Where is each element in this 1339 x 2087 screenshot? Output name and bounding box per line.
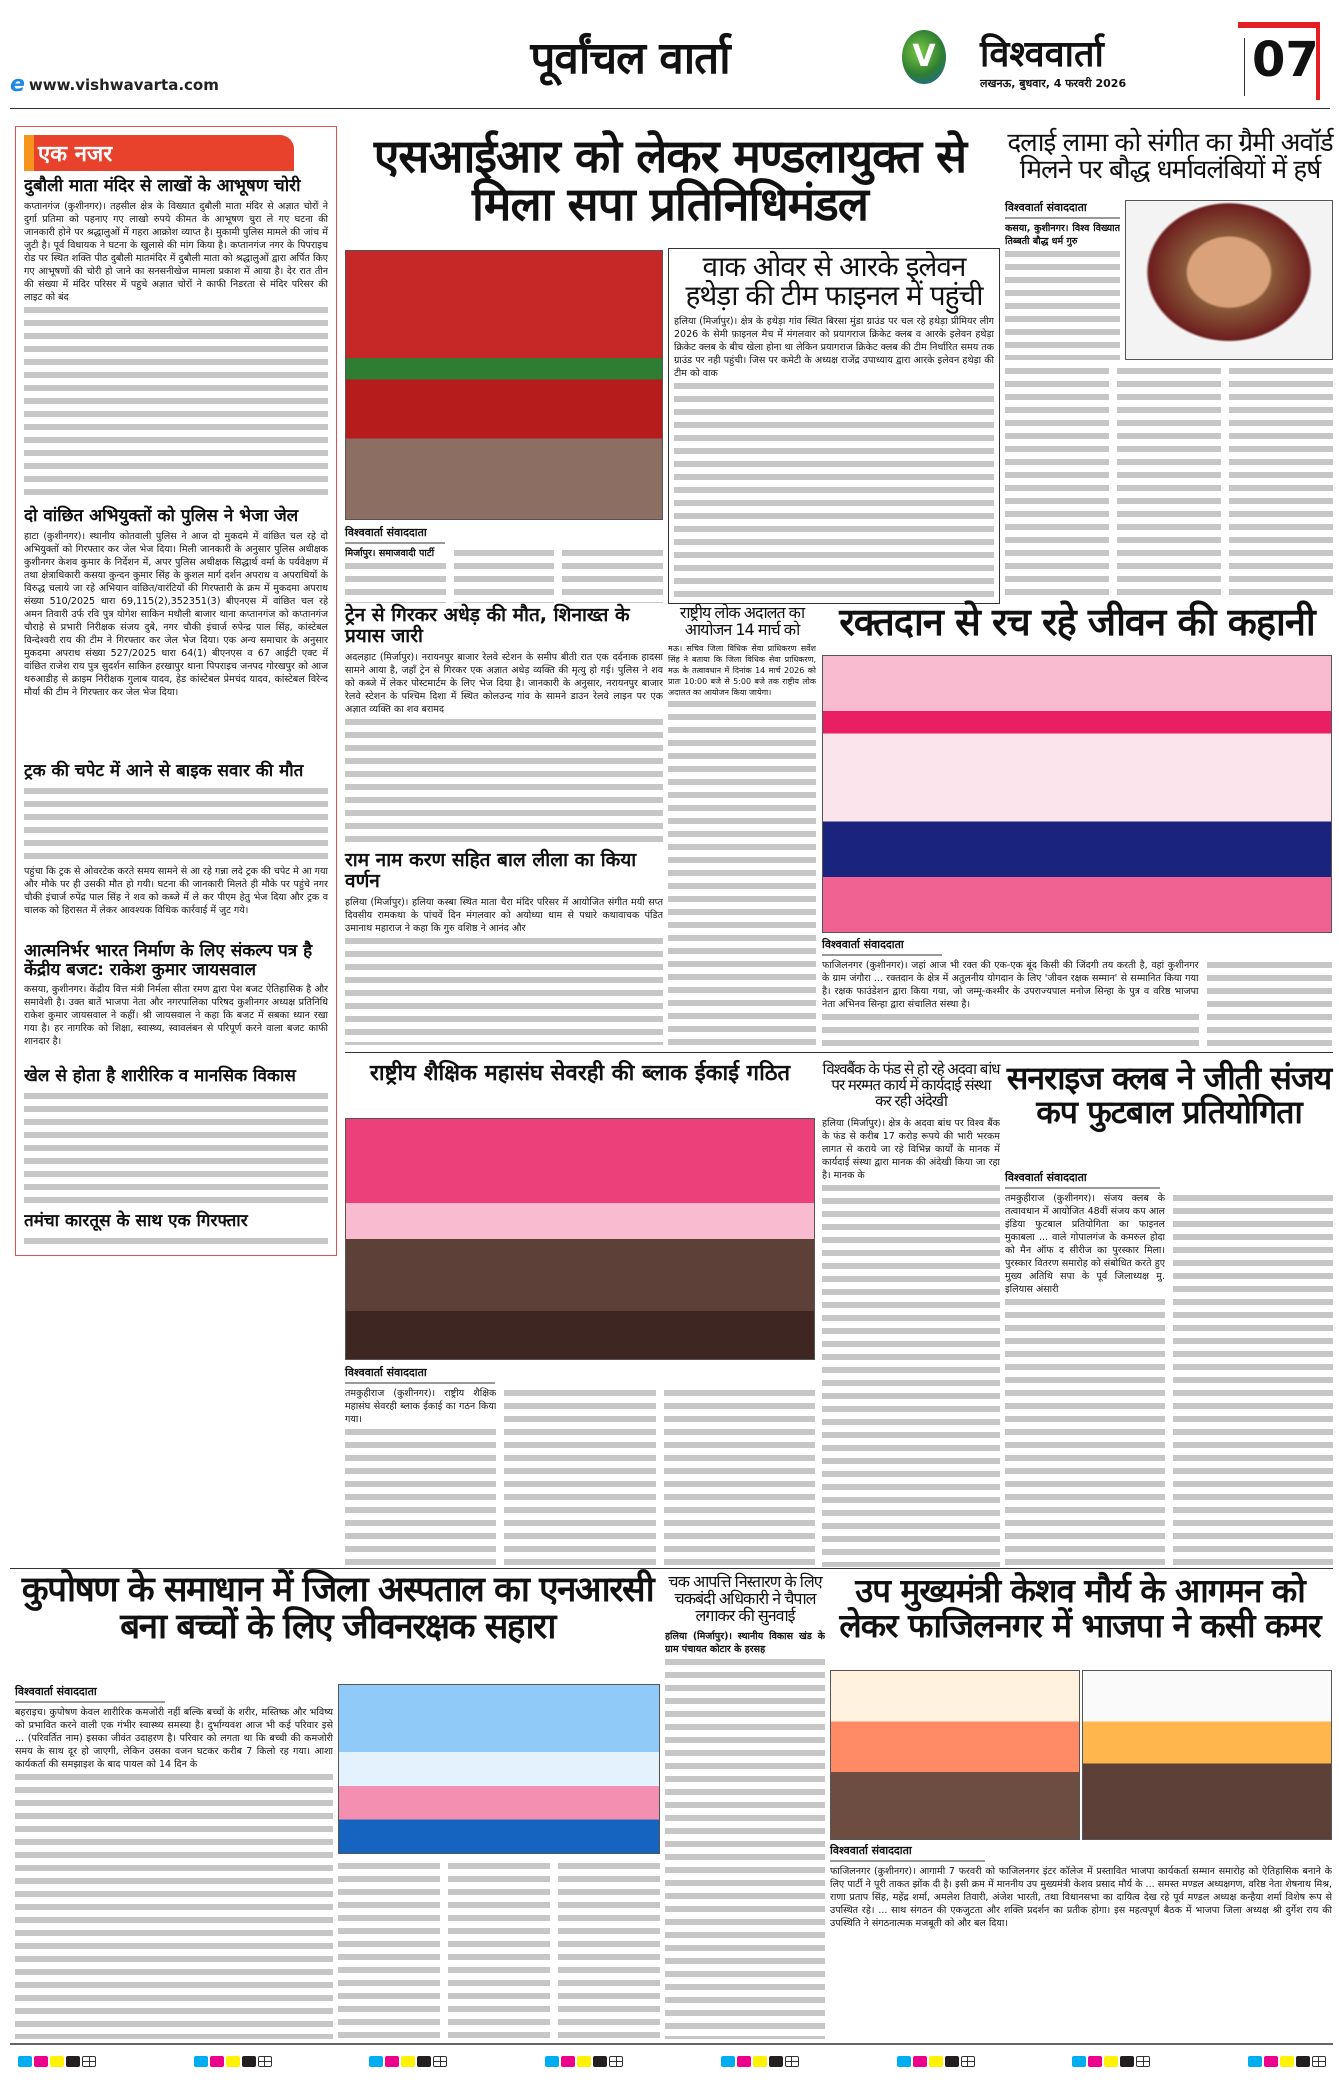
browser-e-icon: e [10, 72, 25, 97]
news-text: कसया, कुशीनगर। केंद्रीय वित्त मंत्री निर्मला सीता रमण द्वारा पेश बजट ऐतिहासिक है और समावेशी है। उक्त बातें भाजपा नेता और नगरपालिका परिषद कुशीनगर अध्यक्ष प्रतिनिधि राकेश कुमार जायसवाल ने कहीं। श्री जायसवाल ने कहा कि बजट में सबका ध्यान रखा गया है। हर नागरिक को शिक्षा, स्वास्थ्य, स्वावलंबन से परिपूर्ण करने वाला बजट काफी शानदार है। [24, 984, 328, 1048]
article-dalai-lama-cont [1005, 365, 1333, 595]
headline-sunrise-club: सनराइज क्लब ने जीती संजय कप फुटबाल प्रतियोगिता [1006, 1059, 1332, 1131]
article-nrc-cont [338, 1860, 660, 2038]
section-title: पूर्वांचल वार्ता [530, 33, 730, 84]
news-item [24, 1206, 328, 1247]
article-text: तमकुहीराज (कुशीनगर)। संजय क्लब के तत्वावधान में आयोजित 48वीं संजय कप आल इंडिया फुटबाल प्रतियोगिता का फाइनल मुकाबला ... वाले गोपालगंज के कमरुल होदा को मैन ऑफ द सीरीज का पुरस्कार मिला। पुरस्कार वितरण समारोह को संबोधित करते हुए मुख्य अतिथि सपा के पूर्व जिलाध्यक्ष मु. इलियास अंसारी [1005, 1193, 1165, 1295]
news-title: दो वांछित अभियुक्तों को पुलिस ने भेजा जेल [24, 506, 299, 526]
article-train [345, 605, 663, 845]
cmyk-mark [194, 2052, 274, 2071]
brand-logo: V [902, 30, 946, 84]
cmyk-mark [18, 2052, 98, 2071]
article-nrc [15, 1684, 333, 2039]
headline-train: ट्रेन से गिरकर अधेड़ की मौत, शिनाख्त के प्रयास जारी [345, 604, 630, 647]
byline: विश्ववार्ता संवाददाता [1005, 200, 1120, 219]
cmyk-mark [721, 2052, 801, 2071]
ek-nazar-label: एक नजर [24, 135, 294, 171]
article-world-bank [822, 1062, 1000, 1567]
byline: विश्ववार्ता संवाददाता [15, 1684, 165, 1703]
news-item [24, 501, 328, 756]
brand-name: विश्ववार्ता [980, 34, 1104, 75]
byline: विश्ववार्ता संवाददाता [1005, 1170, 1160, 1189]
news-text: हाटा (कुशीनगर)। स्थानीय कोतवाली पुलिस ने आज दो मुकदमे में वांछित चल रहे दो अभियुक्तों को गिरफ्तार कर जेल भेज दिया। मिली जानकारी के अनुसार पुलिस अधीक्षक कुशीनगर केशव कुमार के निर्देशन में, अपर पुलिस अधीक्षक सिद्धार्थ वर्मा के पर्यवेक्षण में तथा क्षेत्राधिकारी कसया कुन्दन कुमार सिंह के कुशल मार्ग दर्शन अपराध व अपराधियों के विरुद्ध चलाये जा रहे अभियान वांछित/वारंटियों की गिरफ्तारी के क्रम में मुकदमा अपराध संख्या 510/2025 धारा 69,115(2),352351(3) बीएनएस में वांछित चल रहे अमन तिवारी उर्फ रवि पुत्र योगेश साकिन मथौली बाजार थाना कप्तानगंज को कप्तानगंज चौराहे से प्रभारी निरीक्षक संजय दुबे, नगर चौकी इंचार्ज रुपेन्द्र पाल सिंह, कांस्टेबल विन्देश्वरी राय की टीम ने गिरफ्तार कर जेल भेज दिया। एक अन्य समाचार के अनुसार मुकदमा अपराध संख्या 527/2025 धारा 64(1) बीएनएस व 67 आईटी एक्ट में वांछित राजेश राय पुत्र सुदर्शन साकिन हरखापुर थाना पिपराइच जनपद गोरखपुर को आज थरुआडीह से क्राइम निरीक्षक गुलाब यादव, हेड कांस्टेबल प्रेमचंद यादव, कांस्टेबल विरेन्द मौर्या की टीम ने गिरफ्तार कर जेल भेज दिया। [24, 530, 328, 698]
article-keshav-maurya [830, 1843, 1332, 2039]
photo-sp-delegation [345, 250, 663, 520]
divider [345, 1052, 1333, 1053]
article-text: कसया, कुशीनगर। विश्व विख्यात तिब्बती बौद्ध धर्म गुरु [1005, 223, 1120, 247]
headline-chakbandi: चक आपत्ति निस्तारण के लिए चकबंदी अधिकारी ने चैपाल लगाकर की सुनवाई [668, 1572, 822, 1625]
byline: विश्ववार्ता संवाददाता [345, 525, 445, 544]
headline-ram-katha: राम नाम करण सहित बाल लीला का किया वर्णन [345, 849, 637, 892]
article-lok-adalat [668, 605, 816, 1045]
header-rule [10, 108, 1330, 109]
cmyk-mark [1248, 2052, 1328, 2071]
news-text: पहुंचा कि ट्रक से ओवरटेक करते समय सामने से आ रहे गन्ना लदे ट्रक की चपेट मे आ गया और मौके पर ही उसकी मौत हो गयी। घटना की जानकारी मिलते ही मौके पर पहुंचे नगर चौकी इंचार्ज रुपेंद्र पाल सिंह ने शव को कब्जे में ले कर पीएम हेतु भेज दिया और ट्रक व चालक को हिरासत में लेकर आवश्यक विधिक कार्रवाई में जुट गये। [24, 865, 328, 916]
page-number-box [1238, 22, 1320, 100]
headline-keshav-maurya: उप मुख्यमंत्री केशव मौर्य के आगमन को लेकर फाजिलनगर में भाजपा ने कसी कमर [839, 1571, 1321, 1645]
article-text: फाजिलनगर (कुशीनगर)। जहां आज भी रक्त की एक-एक बूंद किसी की जिंदगी तय करती है, वहां कुशीनगर के ग्राम जंगौरा ... रक्तदान के क्षेत्र में अतुलनीय योगदान के लिए 'जीवन रक्षक सम्मान' से सम्मानित किया गया है। रक्षक फाउंडेशन द्वारा किया गया, जो जम्मू-कश्मीर के उपराज्यपाल मनोज सिन्हा के पुत्र व वरिष्ठ भाजपा नेता अभिनव सिन्हा द्वारा संचालित संस्था है। [822, 960, 1199, 1010]
byline: विश्ववार्ता संवाददाता [345, 1365, 495, 1384]
article-mahasangh [345, 1365, 815, 1565]
cmyk-mark [897, 2052, 977, 2071]
headline-blood-donation: रक्तदान से रच रहे जीवन की कहानी [839, 600, 1315, 644]
article-text: हलिया (मिर्जापुर)। स्थानीय विकास खंड के ग्राम पंचायत कोटार के हरसह [665, 1631, 825, 1656]
headline-dalai-lama: दलाई लामा को संगीत का ग्रैमी अवॉर्ड मिलने पर बौद्ध धर्मावलंबियों में हर्ष [1007, 128, 1333, 186]
headline-mahasangh: राष्ट्रीय शैक्षिक महासंघ सेवरही की ब्लाक ईकाई गठित [369, 1061, 791, 1086]
headline-lok-adalat: राष्ट्रीय लोक अदालत का आयोजन 14 मार्च को [679, 603, 805, 639]
news-title: ट्रक की चपेट में आने से बाइक सवार की मौत [24, 761, 304, 781]
article-dalai-lama [1005, 200, 1120, 360]
cmyk-mark [1072, 2052, 1152, 2071]
cmyk-mark [369, 2052, 449, 2071]
news-item [24, 1061, 328, 1206]
article-chakbandi [665, 1574, 825, 2039]
website-url[interactable]: e www.vishwavarta.com [10, 72, 219, 97]
news-item [24, 756, 328, 936]
news-title: खेल से होता है शारीरिक व मानसिक विकास [24, 1066, 296, 1086]
article-ram-katha [345, 850, 663, 1045]
article-text: हलिया (मिर्जापुर)। क्षेत्र के हथेड़ा गांव स्थित बिरसा मुंडा ग्राउंड पर चल रहे हथेड़ा प्रीमियर लीग 2026 के सेमी फ़ाइनल मैच में मंगलवार को प्रयागराज क्रिकेट क्लब व आरके इलेवन हथेड़ा क्रिकेट क्लब के बीच खेला होना था लेकिन प्रयागराज क्रिकेट क्लब की टीम निर्धारित समय तक ग्राउंड पर नही पहुंची। जिस पर कमेटी के अध्यक्ष राजेंद्र उपाध्याय द्वारा आरके इलेवन हथेड़ा की टीम को वाक [674, 315, 994, 379]
article-text: तमकुहीराज (कुशीनगर)। राष्ट्रीय शैक्षिक महासंघ सेवरही ब्लाक ईकाई का गठन किया गया। [345, 1388, 497, 1425]
photo-bjp-meeting-2 [1082, 1670, 1332, 1840]
article-text: अदलहाट (मिर्जापुर)। नरायनपुर बाजार रेलवे स्टेशन के समीप बीती रात एक दर्दनाक हादसा सामने आया है, जहाँ ट्रेन से गिरकर एक अज्ञात अधेड़ व्यक्ति की मृत्यु हो गई। पुलिस ने शव को कब्जे में लेकर पोस्टमार्टम के लिए भेज दिया है। जानकारी के अनुसार, नरायनपुर बाजार रेलवे स्टेशन के पश्चिम दिशा में स्थित कोलउन्द गांव के सामने डाउन रेलवे लाइन पर एक अज्ञात व्यक्ति का शव बरामद [345, 651, 663, 715]
article-blood-donation [822, 937, 1332, 1047]
byline: विश्ववार्ता संवाददाता [830, 1843, 985, 1862]
article-text: फाजिलनगर (कुशीनगर)। आगामी 7 फरवरी को फाजिलनगर इंटर कॉलेज में प्रस्तावित भाजपा कार्यकर्ता सम्मान समारोह को ऐतिहासिक बनाने के लिए पार्टी ने पूरी ताकत झोंक दी है। इसी क्रम में माननीय उप मुख्यमंत्री केशव प्रसाद मौर्य के ... समस्त मण्डल अध्यक्षगण, वरिष्ठ नेता शेषनाथ मिश्र, राणा प्रताप सिंह, महेंद्र शर्मा, अमलेश तिवारी, अंजेश भारती, तथा विधानसभा का दायित्व देख रहे पूर्व मण्डल अध्यक्ष कन्हैया शर्मा विशेष रूप से उपस्थित रहे। ... साथ संगठन की एकजुटता और शक्ति प्रदर्शन का प्रतीक होगा। इस महत्वपूर्ण बैठक में भाजपा जिला अध्यक्ष श्री दुर्गेश राय की उपस्थिति ने संगठनात्मक मजबूती को और बल दिया। [830, 1866, 1332, 1929]
news-title: आत्मनिर्भर भारत निर्माण के लिए संकल्प पत्र है केंद्रीय बजट: राकेश कुमार जायसवाल [24, 941, 313, 980]
article-text: हलिया (मिर्जापुर)। क्षेत्र के अदवा बांध पर विश्व बैंक के फंड से करीब 17 करोड़ रूपये की भारी भरकम लागत से कराये जा रहे विभिन्न कार्यों के मानक में कार्यदाई संस्था द्वारा मानक की अंदेखी किया जा रहा है। मानक के [822, 1118, 1000, 1182]
headline-walkover: वाक ओवर से आरके इलेवन हथेड़ा की टीम फाइनल में पहुंची [685, 250, 983, 313]
article-walkover [668, 248, 1000, 604]
news-title: तमंचा कारतूस के साथ एक गिरफ्तार [24, 1211, 248, 1231]
news-title: दुबौली माता मंदिर से लाखों के आभूषण चोरी [24, 176, 301, 196]
headline-sp: एसआईआर को लेकर मण्डलायुक्त से मिला सपा प्रतिनिधिमंडल [373, 129, 967, 232]
photo-bjp-meeting-1 [830, 1670, 1080, 1840]
headline-world-bank: विश्वबैंक के फंड से हो रहे अदवा बांध पर मरम्मत कार्य में कार्यदाई संस्था कर रही अंदेखी [822, 1060, 1000, 1110]
headline-nrc: कुपोषण के समाधान में जिला अस्पताल का एनआरसी बना बच्चों के लिए जीवनरक्षक सहारा [21, 1570, 654, 1647]
ek-nazar-box [15, 126, 337, 1256]
photo-nrc-ward [338, 1684, 660, 1854]
article-sunrise-club [1005, 1170, 1333, 1565]
news-text: कप्तानगंज (कुशीनगर)। तहसील क्षेत्र के विख्यात दुबौली माता मंदिर से अज्ञात चोरों ने दुर्गा प्रतिमा को पहनाए गए लाखो रुपये कीमत के आभूषण चुरा ले गए घटना की जानकारी होने पर श्रद्धालुओं में गहरा आक्रोश व्याप्त है। मुकामी पुलिस मामले की जांच में जुटी है। पूर्व विधायक ने घटना के खुलासे की मांग किया है। कप्तानगंज नगर के पिपराइच रोड पर स्थित शक्ति पीठ दुबौली मातमंदिर में दुबौली माता को श्रद्धालुओं द्वारा अर्पित किए गए आभूषणों की चोरी हो जाने का सनसनीखेज मामला प्रकाश में आया है। देर रात तीन की संख्या में मंदिर परिसर में पहुचे अज्ञात चोरों ने काफी निडरता से मंदिर परिसर की लाइट को बंद [24, 200, 328, 303]
news-item [24, 936, 328, 1061]
footer-rule [10, 2043, 1333, 2045]
article-text: हलिया (मिर्जापुर)। हलिया कस्बा स्थित माता चैरा मंदिर परिसर में आयोजित संगीत मयी सप्त दिवसीय रामकथा के पांचवें दिन मंगलवार को अयोध्या धाम से पधारे कथावाचक पंडित उमानाथ महाराज ने कहा कि गुरु वशिष्ठ ने आनंद और [345, 896, 663, 934]
page-number: 07 [1252, 32, 1319, 88]
article-text: बहराइच। कुपोषण केवल शारीरिक कमजोरी नहीं बल्कि बच्चों के शरीर, मस्तिष्क और भविष्य को प्रभावित करने वाली एक गंभीर स्वास्थ्य समस्या है। दुर्भाग्यवश आज भी कई परिवार इसे ... (परिवर्तित नाम) इसका जीवंत उदाहरण है। परिवार को लगता था कि बच्ची की कमजोरी समय के साथ दूर हो जाएगी, लेकिन उसका वजन घटकर करीब 7 किलो रह गया। आशा कार्यकर्ता की समझाइश के बाद पायल को 14 दिन के [15, 1707, 333, 1770]
divider [10, 1568, 1333, 1569]
article-text: मऊ। सचिव जिला विधिक सेवा प्राधिकरण सर्वेश सिंह ने बताया कि जिला विधिक सेवा प्राधिकरण, मऊ के तत्वावधान में दिनांक 14 मार्च 2026 को प्रातः 10:00 बजे से 5:00 बजे तक राष्ट्रीय लोक अदालत का आयोजन किया जायेगा। [668, 643, 816, 697]
dateline: लखनऊ, बुधवार, 4 फरवरी 2026 [980, 77, 1127, 90]
article-sp [345, 525, 663, 603]
color-registration-marks [18, 2052, 1328, 2071]
news-item [24, 171, 328, 501]
byline: विश्ववार्ता संवाददाता [822, 937, 942, 956]
cmyk-mark [545, 2052, 625, 2071]
photo-mahasangh-group [345, 1118, 815, 1360]
article-text: मिर्जापुर। समाजवादी पार्टी [345, 548, 435, 559]
photo-blood-donation-ceremony [822, 655, 1332, 933]
photo-person [1125, 200, 1333, 360]
